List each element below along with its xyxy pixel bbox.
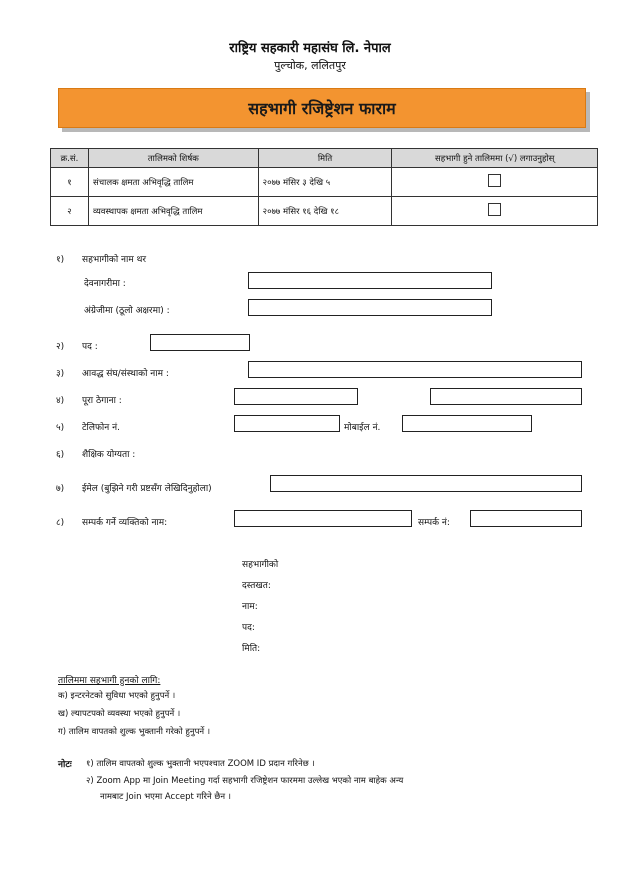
table-header-row [51, 149, 598, 168]
column-header-title: तालिमको शिर्षक [88, 149, 258, 168]
position-label: पद : [82, 342, 98, 352]
field-number: ८) [56, 518, 65, 528]
organization-label: आवद्ध संघ/संस्थाको नाम : [82, 369, 169, 379]
mobile-input[interactable] [402, 415, 532, 432]
signature-position-line: पद: [242, 623, 255, 633]
form-title: सहभागी रजिष्ट्रेशन फाराम [248, 99, 396, 118]
name-devanagari-input[interactable] [248, 272, 492, 289]
signature-name-line: नाम: [242, 602, 258, 612]
address-input-2[interactable] [430, 388, 582, 405]
field-number: १) [56, 255, 65, 265]
field-number: ३) [56, 369, 65, 379]
name-devanagari-label: देवनागरीमा : [84, 279, 126, 289]
note-label: नोटः [58, 760, 72, 770]
note-item: १) तालिम वापतको शुल्क भुक्तानी भएपश्चात ZOOM ID प्रदान गरिनेछ । [86, 759, 315, 769]
field-number: ६) [56, 450, 65, 460]
telephone-input[interactable] [234, 415, 340, 432]
contact-person-input[interactable] [234, 510, 412, 527]
mobile-label: मोबाईल नं. [344, 423, 381, 433]
email-label: ईमेल (बुझिने गरी प्रष्टसँग लेखिदिनुहोला) [82, 484, 212, 494]
address-input-1[interactable] [234, 388, 358, 405]
field-number: ४) [56, 396, 65, 406]
training-table [50, 148, 598, 226]
organization-name: राष्ट्रिय सहकारी महासंघ लि. नेपाल [229, 41, 391, 56]
signature-line: दस्तखत: [242, 581, 271, 591]
list-item: ग) तालिम वापतको शुल्क भुक्तानी गरेको हुनुपर्ने । [58, 727, 211, 737]
organization-address: पुल्चोक, ललितपुर [274, 59, 346, 72]
column-header-date: मिति [258, 149, 392, 168]
email-input[interactable] [270, 475, 582, 492]
note-item-continued: नामबाट Join भएमा Accept गरिने छैन । [100, 792, 232, 802]
address-label: पूरा ठेगाना : [82, 396, 122, 406]
field-number: ७) [56, 484, 65, 494]
training-title: व्यवस्थापक क्षमता अभिवृद्धि तालिम [88, 197, 258, 226]
name-english-input[interactable] [248, 299, 492, 316]
telephone-label: टेलिफोन नं. [82, 423, 120, 433]
field-number: २) [56, 342, 65, 352]
column-header-select: सहभागी हुने तालिममा (√) लगाउनुहोस् [392, 149, 598, 168]
training-select-cell [392, 168, 598, 197]
note-item: २) Zoom App मा Join Meeting गर्दा सहभागी रजिष्ट्रेशन फारममा उल्लेख भएको नाम बाहेक अन्य [86, 776, 404, 786]
name-english-label: अंग्रेजीमा (ठूलो अक्षरमा) : [84, 306, 170, 316]
contact-person-label: सम्पर्क गर्ने व्यक्तिको नाम: [82, 518, 168, 528]
training-date: २०७७ मंसिर १६ देखि १८ [258, 197, 392, 226]
signature-date-line: मिति: [242, 644, 261, 654]
list-item: ख) ल्यापटपको व्यवस्था भएको हुनुपर्ने । [58, 709, 181, 719]
participant-name-label: सहभागीको नाम थर [82, 255, 147, 265]
row-number: १ [51, 168, 89, 197]
requirements-title: तालिममा सहभागी हुनको लागि: [58, 676, 161, 686]
training-select-cell [392, 197, 598, 226]
position-input[interactable] [150, 334, 250, 351]
education-label: शैक्षिक योग्यता : [82, 450, 136, 460]
organization-input[interactable] [248, 361, 582, 378]
table-row [51, 168, 598, 197]
list-item: क) इन्टरनेटको सुविधा भएको हुनुपर्ने । [58, 691, 176, 701]
column-header-sn: क्र.सं. [51, 149, 89, 168]
training-checkbox[interactable] [488, 203, 501, 216]
training-checkbox[interactable] [488, 174, 501, 187]
row-number: २ [51, 197, 89, 226]
contact-number-label: सम्पर्क नं: [418, 518, 450, 528]
table-row [51, 197, 598, 226]
contact-number-input[interactable] [470, 510, 582, 527]
signature-heading: सहभागीको [242, 560, 279, 570]
training-title: संचालक क्षमता अभिवृद्धि तालिम [88, 168, 258, 197]
form-title-banner [58, 88, 586, 128]
training-date: २०७७ मंसिर ३ देखि ५ [258, 168, 392, 197]
field-number: ५) [56, 423, 65, 433]
